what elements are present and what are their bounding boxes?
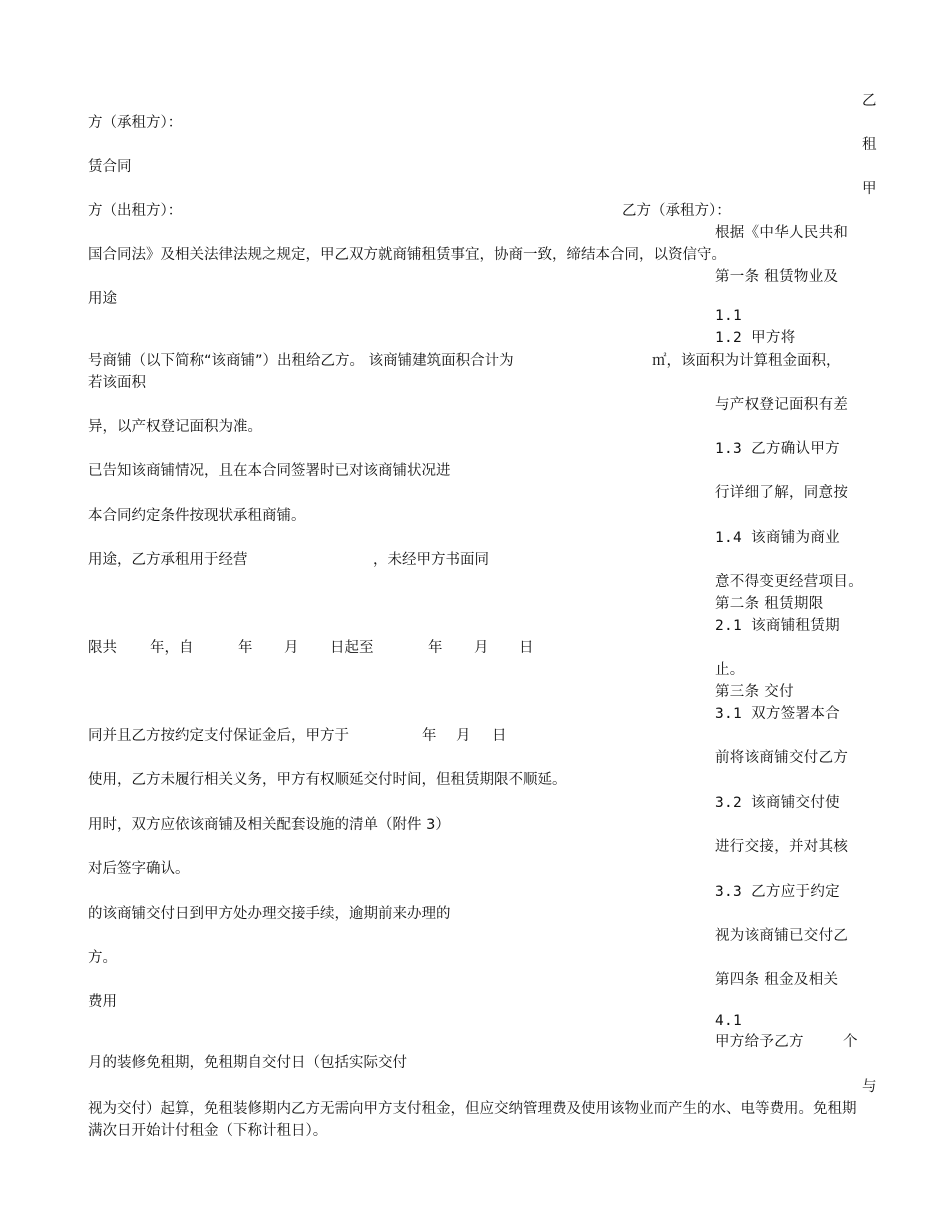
text-line: 用途 bbox=[88, 291, 117, 307]
text-fragment: 年，自 bbox=[150, 640, 194, 656]
text-fragment: 同并且乙方按约定支付保证金后，甲方于 bbox=[88, 728, 349, 744]
text-line: 方（出租方）： bbox=[88, 203, 183, 219]
text-fragment: 日 bbox=[492, 728, 507, 744]
text-line: 异，以产权登记面积为准。 bbox=[88, 419, 262, 435]
text-line: 月的装修免租期，免租期自交付日（包括实际交付 bbox=[88, 1055, 407, 1071]
text-line: 意不得变更经营项目。 bbox=[715, 574, 863, 590]
text-line: 行详细了解，同意按 bbox=[715, 485, 849, 501]
text-line: 对后签字确认。 bbox=[88, 861, 190, 877]
text-fragment: 限共 bbox=[88, 640, 117, 656]
section-heading: 第三条 交付 bbox=[715, 684, 794, 700]
clause-line: 3.1 双方签署本合 bbox=[715, 706, 840, 722]
text-line: ㎡，该面积为计算租金面积， bbox=[652, 353, 841, 369]
clause-number: 1.1 bbox=[715, 308, 743, 324]
text-line: 个 bbox=[843, 1034, 858, 1050]
clause-line: 1.3 乙方确认甲方 bbox=[715, 441, 840, 457]
text-line: 前将该商铺交付乙方 bbox=[715, 750, 849, 766]
text-fragment: 年 bbox=[422, 728, 437, 744]
text-line: 号商铺（以下简称“该商铺”）出租给乙方。 该商铺建筑面积合计为 bbox=[88, 353, 514, 369]
text-line: 甲方给予乙方 bbox=[715, 1034, 804, 1050]
text-fragment: 日 bbox=[519, 640, 534, 656]
text-line: 费用 bbox=[88, 994, 117, 1010]
text-line: 已告知该商铺情况，且在本合同签署时已对该商铺状况进 bbox=[88, 463, 451, 479]
section-heading: 第一条 租赁物业及 bbox=[715, 269, 839, 285]
text-line: 进行交接，并对其核 bbox=[715, 839, 849, 855]
clause-line: 1.2 甲方将 bbox=[715, 330, 796, 346]
text-line: 用时，双方应依该商铺及相关配套设施的清单（附件 3） bbox=[88, 817, 450, 833]
text-line: 方。 bbox=[88, 950, 117, 966]
text-fragment: 年 bbox=[428, 640, 443, 656]
text-paragraph: 视为交付）起算，免租装修期内乙方无需向甲方支付租金，但应交纳管理费及使用该物业而产生的水、电等费用。免租期满次日开始计付租金（下称计租日）。 bbox=[88, 1101, 857, 1139]
text-line: 视为该商铺已交付乙 bbox=[715, 928, 849, 944]
side-char: 乙 bbox=[862, 93, 877, 109]
text-fragment: 日起至 bbox=[330, 640, 374, 656]
clause-line: 3.3 乙方应于约定 bbox=[715, 884, 840, 900]
side-char: 与 bbox=[862, 1079, 877, 1095]
text-line: 赁合同 bbox=[88, 159, 132, 175]
side-char: 租 bbox=[862, 137, 877, 153]
text-fragment: 月 bbox=[456, 728, 471, 744]
clause-line: 2.1 该商铺租赁期 bbox=[715, 618, 840, 634]
text-line: 根据《中华人民共和 bbox=[715, 225, 849, 241]
clause-number: 4.1 bbox=[715, 1013, 743, 1029]
text-fragment: 月 bbox=[474, 640, 489, 656]
text-line: 使用，乙方未履行相关义务，甲方有权顺延交付时间，但租赁期限不顺延。 bbox=[88, 772, 567, 788]
text-line: 与产权登记面积有差 bbox=[715, 397, 849, 413]
text-line: 国合同法》及相关法律法规之规定，甲乙双方就商铺租赁事宜，协商一致，缔结本合同，以资信守。 bbox=[88, 247, 726, 263]
text-line: 方（承租方）： bbox=[88, 115, 183, 131]
text-line: 本合同约定条件按现状承租商铺。 bbox=[88, 508, 306, 524]
text-line: 的该商铺交付日到甲方处办理交接手续，逾期前来办理的 bbox=[88, 906, 451, 922]
text-line: 乙方（承租方）： bbox=[622, 203, 731, 219]
text-line: 若该面积 bbox=[88, 375, 146, 391]
text-line: 用途，乙方承租用于经营 bbox=[88, 552, 248, 568]
section-heading: 第四条 租金及相关 bbox=[715, 972, 839, 988]
text-fragment: 年 bbox=[238, 640, 253, 656]
clause-line: 3.2 该商铺交付使 bbox=[715, 795, 840, 811]
side-char: 甲 bbox=[862, 181, 877, 197]
clause-line: 1.4 该商铺为商业 bbox=[715, 530, 840, 546]
text-line: 止。 bbox=[715, 662, 745, 678]
text-line: ，未经甲方书面同 bbox=[373, 552, 489, 568]
text-fragment: 月 bbox=[284, 640, 299, 656]
section-heading: 第二条 租赁期限 bbox=[715, 596, 824, 612]
